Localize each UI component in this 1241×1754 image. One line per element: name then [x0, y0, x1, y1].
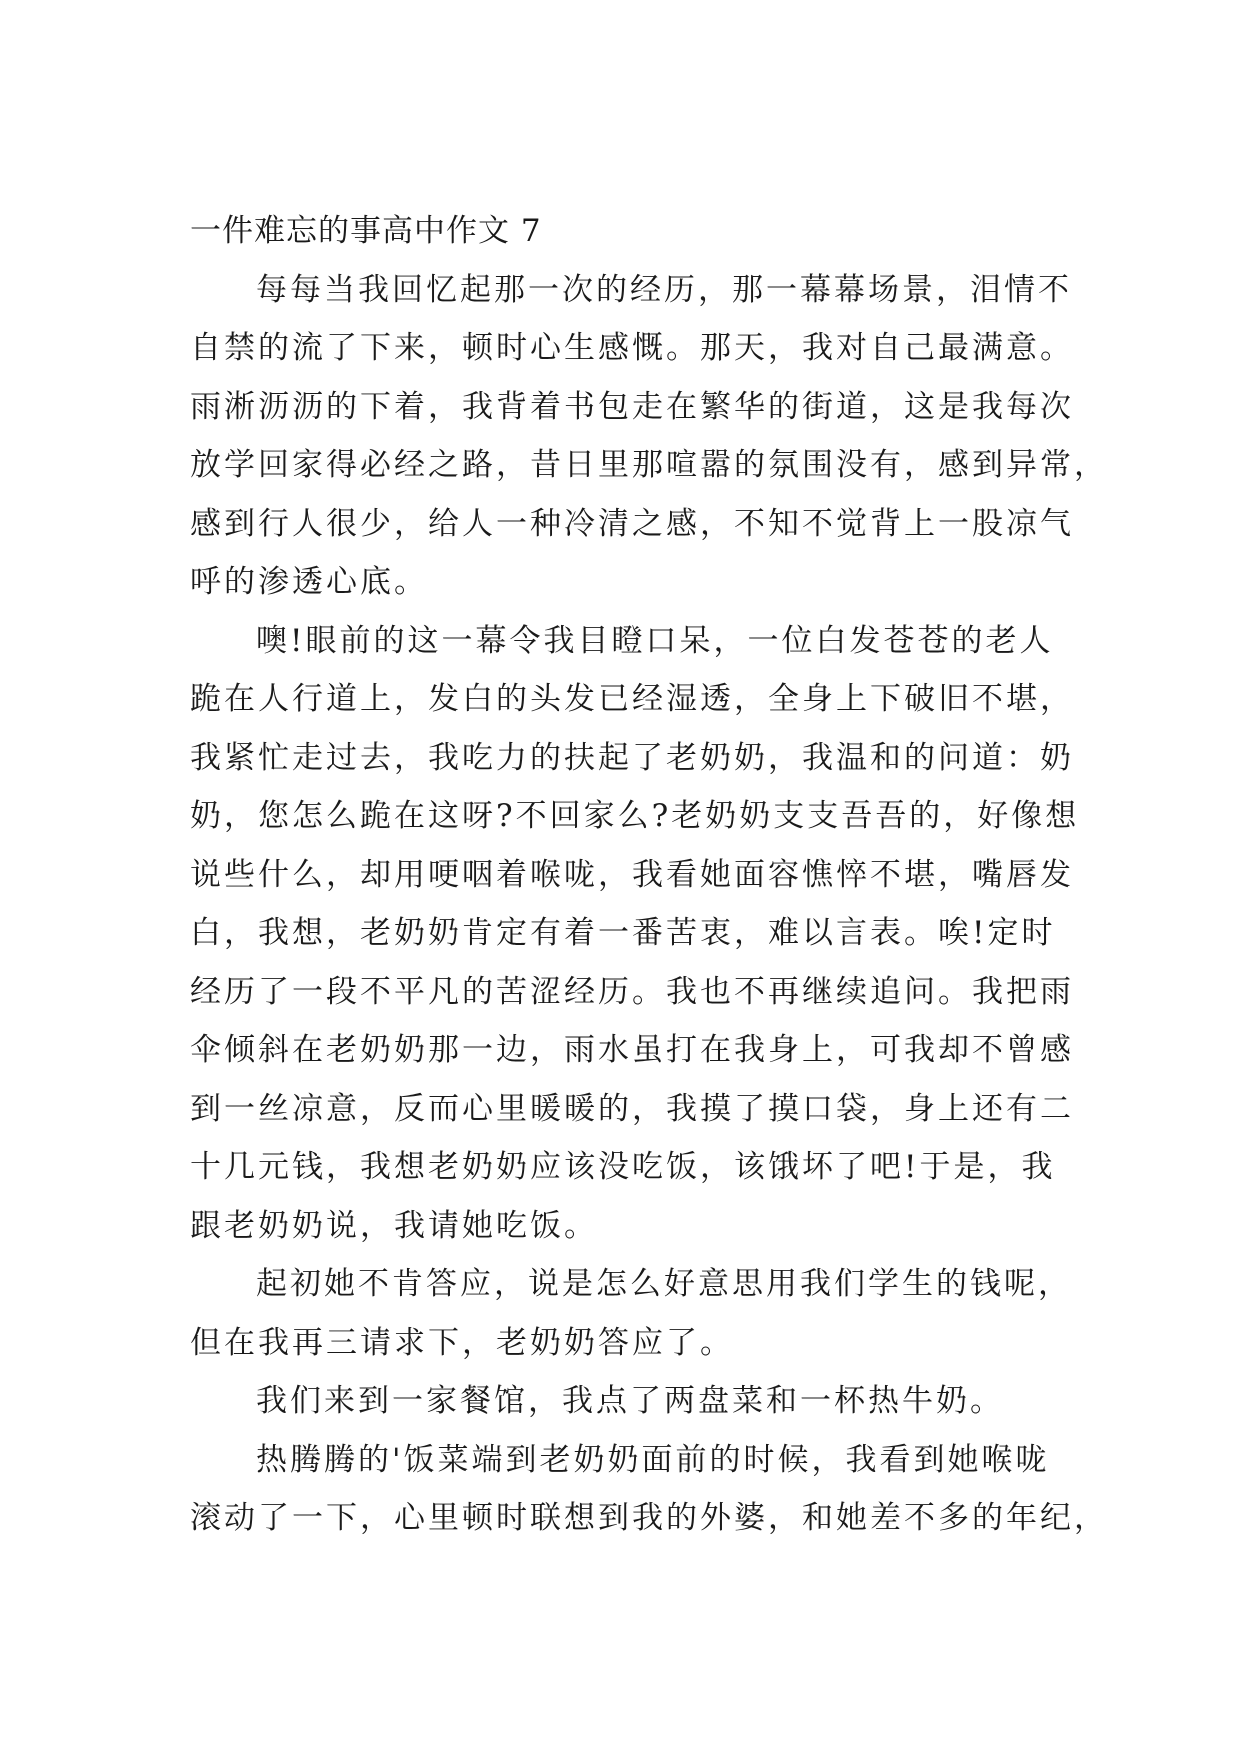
text-line: 放学回家得必经之路，昔日里那喧嚣的氛围没有，感到异常，: [190, 447, 1108, 483]
paragraph-1: [190, 261, 1108, 612]
text-line: 我紧忙走过去，我吃力的扶起了老奶奶，我温和的问道：奶: [190, 739, 1074, 776]
text-line: 噢!眼前的这一幕令我目瞪口呆，一位白发苍苍的老人: [256, 622, 1054, 659]
text-line: 到一丝凉意，反而心里暖暖的，我摸了摸口袋，身上还有二: [190, 1090, 1074, 1127]
paragraph-3: [190, 1255, 1070, 1372]
text-line: 跟老奶奶说，我请她吃饭。: [190, 1207, 598, 1244]
essay-body: [190, 202, 1108, 1548]
text-line: 雨淅沥沥的下着，我背着书包走在繁华的街道，这是我每次: [190, 388, 1074, 425]
text-line: 感到行人很少，给人一种冷清之感，不知不觉背上一股凉气: [190, 505, 1074, 542]
text-line: 十几元钱，我想老奶奶应该没吃饭，该饿坏了吧!于是，我: [190, 1149, 1056, 1185]
paragraph-2: [190, 612, 1080, 1256]
text-line: 奶，您怎么跪在这呀?不回家么?老奶奶支支吾吾的，好像想: [190, 798, 1080, 834]
text-line: 起初她不肯答应，说是怎么好意思用我们学生的钱呢，: [256, 1266, 1072, 1302]
essay-title: 一件难忘的事高中作文 7: [190, 213, 542, 249]
text-line: 热腾腾的'饭菜端到老奶奶面前的时候，我看到她喉咙: [256, 1441, 1050, 1478]
text-line: 但在我再三请求下，老奶奶答应了。: [190, 1324, 734, 1361]
text-line: 滚动了一下，心里顿时联想到我的外婆，和她差不多的年纪，: [190, 1500, 1108, 1536]
text-line: 每每当我回忆起那一次的经历，那一幕幕场景，泪情不: [256, 271, 1072, 308]
text-line: 跪在人行道上，发白的头发已经湿透，全身上下破旧不堪，: [190, 681, 1074, 717]
text-line: 白，我想，老奶奶肯定有着一番苦衷，难以言表。唉!定时: [190, 915, 1056, 951]
paragraph-4: [190, 1372, 1070, 1431]
paragraph-5: [190, 1431, 1108, 1548]
text-line: 自禁的流了下来，顿时心生感慨。那天，我对自己最满意。: [190, 330, 1074, 366]
text-line: 经历了一段不平凡的苦涩经历。我也不再继续追问。我把雨: [190, 973, 1074, 1010]
text-line: 说些什么，却用哽咽着喉咙，我看她面容憔悴不堪，嘴唇发: [190, 856, 1074, 893]
text-line: 伞倾斜在老奶奶那一边，雨水虽打在我身上，可我却不曾感: [190, 1032, 1074, 1068]
text-line: 呼的渗透心底。: [190, 564, 428, 600]
text-line: 我们来到一家餐馆，我点了两盘菜和一杯热牛奶。: [256, 1383, 1004, 1419]
